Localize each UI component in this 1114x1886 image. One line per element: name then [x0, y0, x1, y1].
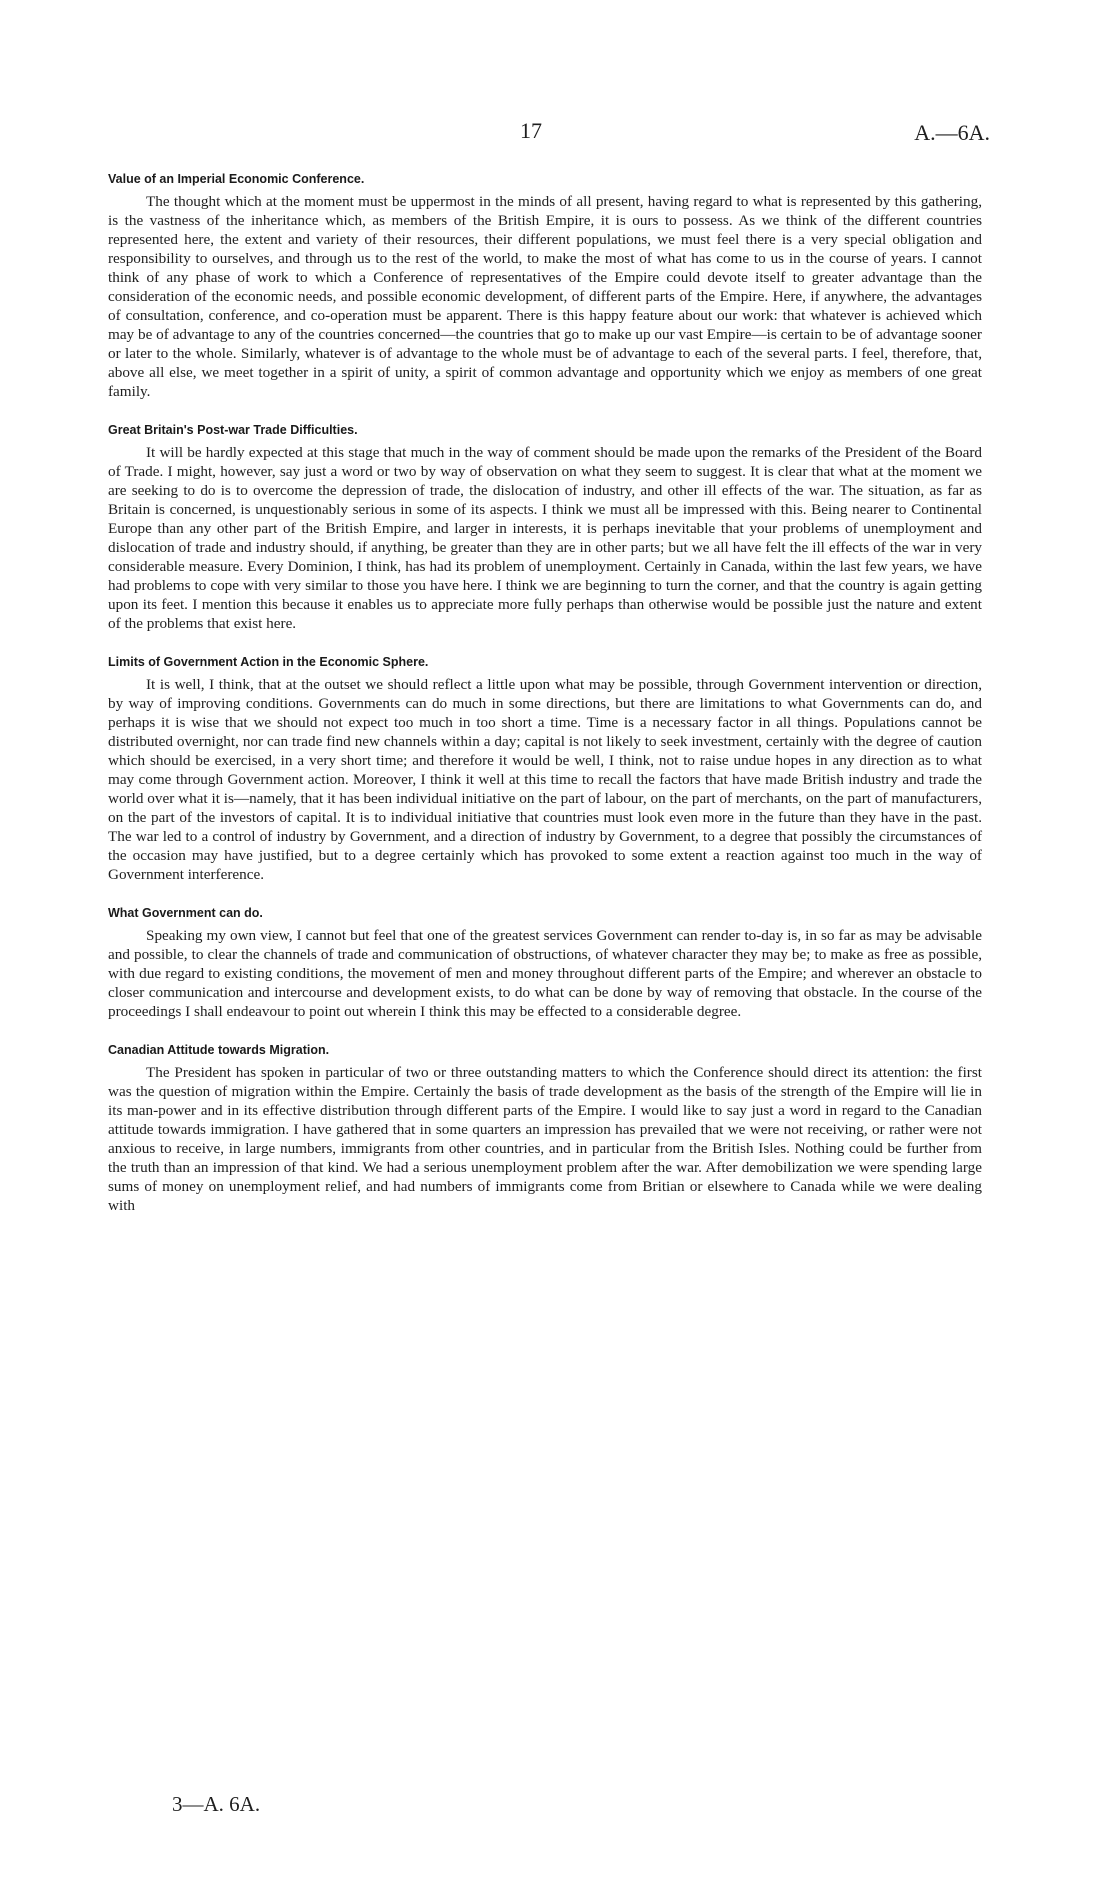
section-heading: Canadian Attitude towards Migration. — [108, 1043, 330, 1057]
section-imperial-economic-conference — [108, 172, 982, 401]
page-number: 17 — [520, 118, 542, 143]
section-limits-government-action — [108, 655, 982, 884]
section-heading: Great Britain's Post-war Trade Difficulties. — [108, 423, 358, 437]
section-heading: What Government can do. — [108, 906, 263, 920]
section-paragraph: The President has spoken in particular of two or three outstanding matters to which the Conference should direct its attention: the first was the question of migration within the Empire. Certainly the basis of trade development as the basis of the strength of the Empire will lie in its man-power and in its effective distribution through different parts of the Empire. I would like to say just a word in regard to the Canadian attitude towards immigration. I have gathered that in some quarters an impression has prevailed that we were not receiving, or rather were not anxious to receive, in large numbers, immigrants from other countries, and in particular from the British Isles. Nothing could be further from the truth than an impression of that kind. We had a serious unemployment problem after the war. After demobilization we were spending large sums of money on unemployment relief, and had numbers of immigrants come from Britian or elsewhere to Canada while we were dealing with — [108, 1064, 982, 1214]
body-content — [108, 172, 982, 1237]
section-paragraph: It is well, I think, that at the outset we should reflect a little upon what may be possible, through Government intervention or direction, by way of improving conditions. Governments can do much in some directions, but there are limitations to what Governments can do, and perhaps it is wise that we should not expect too much in too short a time. Time is a necessary factor in all things. Populations cannot be distributed overnight, nor can trade find new channels within a day; capital is not likely to seek investment, certainly with the degree of caution which should be exercised, in a very short time; and therefore it would be well, I think, not to raise undue hopes in any direction as to what may come through Government action. Moreover, I think it well at this time to recall the factors that have made British industry and trade the world over what it is—namely, that it has been individual initiative on the part of labour, on the part of merchants, on the part of manufacturers, on the part of the investors of capital. It is to individual initiative that countries must look even more in the future than they have in the past. The war led to a control of industry by Government, and a direction of industry by Government, to a degree that possibly the circumstances of the occasion may have justified, but to a degree certainly which has provoked to some extent a reaction against too much in the way of Government interference. — [108, 676, 982, 883]
section-canadian-migration — [108, 1043, 982, 1215]
section-what-government-can-do — [108, 906, 982, 1021]
section-paragraph: It will be hardly expected at this stage that much in the way of comment should be made upon the remarks of the President of the Board of Trade. I might, however, say just a word or two by way of observation on what they seem to suggest. It is clear that what at the moment we are seeking to do is to overcome the depression of trade, the dislocation of industry, and other ill effects of the war. The situation, as far as Britain is concerned, is unquestionably serious in some of its aspects. I think we must all be impressed with this. Being nearer to Continental Europe than any other part of the British Empire, and larger in interests, it is perhaps inevitable that your problems of unemployment and dislocation of trade and industry should, if anything, be greater than they are in other parts; but we all have felt the ill effects of the war in very considerable measure. Every Dominion, I think, has had its problem of unemployment. Certainly in Canada, within the last few years, we have had problems to cope with very similar to those you have here. I think we are beginning to turn the corner, and that the country is again getting upon its feet. I mention this because it enables us to appreciate more fully perhaps than otherwise would be possible just the nature and extent of the problems that exist here. — [108, 444, 982, 632]
section-post-war-trade — [108, 423, 982, 633]
section-heading: Limits of Government Action in the Economic Sphere. — [108, 655, 429, 669]
section-paragraph: The thought which at the moment must be uppermost in the minds of all present, having regard to what is represented by this gathering, is the vastness of the inheritance which, as members of the British Empire, it is ours to possess. As we think of the different countries represented here, the extent and variety of their resources, their different populations, we must feel there is a very special obligation and responsibility to ourselves, and through us to the rest of the world, to make the most of what has come to us in the course of years. I cannot think of any phase of work to which a Conference of representatives of the Empire could devote itself to greater advantage than the consideration of the economic needs, and possible economic development, of different parts of the Empire. Here, if anywhere, the advantages of consultation, conference, and co-operation must be apparent. There is this happy feature about our work: that whatever is achieved which may be of advantage to any of the countries concerned—the countries that go to make up our vast Empire—is certain to be of advantage sooner or later to the whole. Similarly, whatever is of advantage to the whole must be of advantage to each of the several parts. I feel, therefore, that, above all else, we meet together in a spirit of unity, a spirit of common advantage and opportunity which we enjoy as members of one great family. — [108, 193, 982, 400]
section-paragraph: Speaking my own view, I cannot but feel that one of the greatest services Government can render to-day is, in so far as may be advisable and possible, to clear the channels of trade and communication of obstructions, of whatever character they may be; to make as free as possible, with due regard to existing conditions, the movement of men and money throughout different parts of the Empire; and wherever an obstacle to closer communication and intercourse and development exists, to do what can be done by way of removing that obstacle. In the course of the proceedings I shall endeavour to point out wherein I think this may be effected to a considerable degree. — [108, 927, 982, 1020]
document-reference: A.—6A. — [914, 120, 990, 145]
page-footer-signature: 3—A. 6A. — [172, 1792, 261, 1816]
section-heading: Value of an Imperial Economic Conference. — [108, 172, 365, 186]
